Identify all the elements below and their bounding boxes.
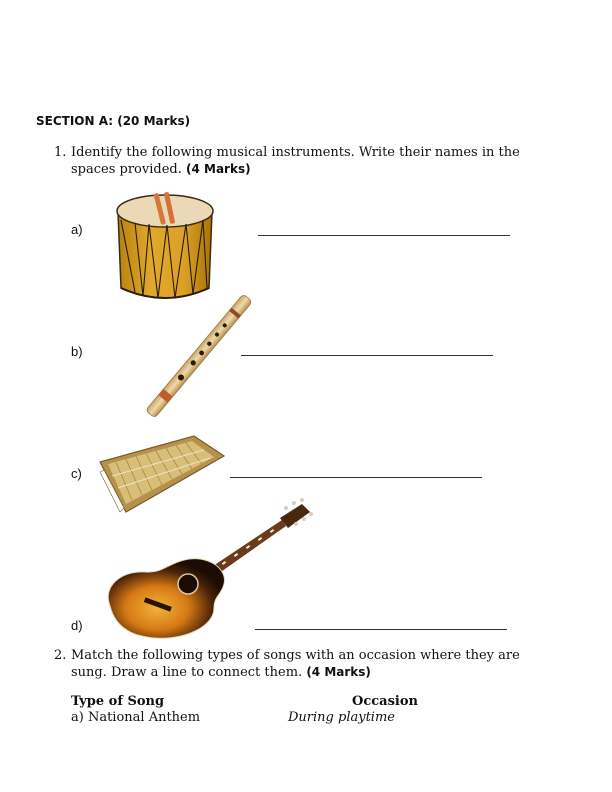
- question-1-line2: [71, 161, 520, 178]
- song-item-a[interactable]: a) National Anthem: [71, 710, 201, 725]
- item-a-label: a): [71, 222, 83, 237]
- question-1-line2-text: spaces provided.: [71, 162, 182, 177]
- question-1-text: [71, 145, 520, 178]
- question-2-marks: (4 Marks): [306, 665, 371, 679]
- question-2-number: 2.: [54, 648, 67, 663]
- question-2-line2-text: sung. Draw a line to connect them.: [71, 665, 303, 680]
- occasion-item-1[interactable]: During playtime: [288, 710, 395, 725]
- question-2-text: [71, 648, 520, 681]
- guitar-image: [102, 498, 314, 642]
- item-d-answer-line[interactable]: [255, 629, 507, 630]
- item-b-answer-line[interactable]: [241, 355, 493, 356]
- question-1-number: 1.: [54, 145, 67, 160]
- item-c-label: c): [71, 466, 82, 481]
- item-d-label: d): [71, 618, 83, 633]
- header-occasion: Occasion: [352, 694, 418, 709]
- question-2-line1: Match the following types of songs with an occasion where they are: [71, 648, 520, 663]
- item-b-label: b): [71, 344, 83, 359]
- header-type-of-song: Type of Song: [71, 694, 165, 709]
- flute-image: [135, 288, 263, 424]
- item-a-answer-line[interactable]: [258, 235, 510, 236]
- section-title: SECTION A: (20 Marks): [36, 114, 191, 128]
- item-c-answer-line[interactable]: [230, 477, 482, 478]
- question-2-line2: [71, 664, 520, 681]
- question-1-marks: (4 Marks): [186, 162, 251, 176]
- question-1-line1: Identify the following musical instruments. Write their names in the: [71, 145, 520, 160]
